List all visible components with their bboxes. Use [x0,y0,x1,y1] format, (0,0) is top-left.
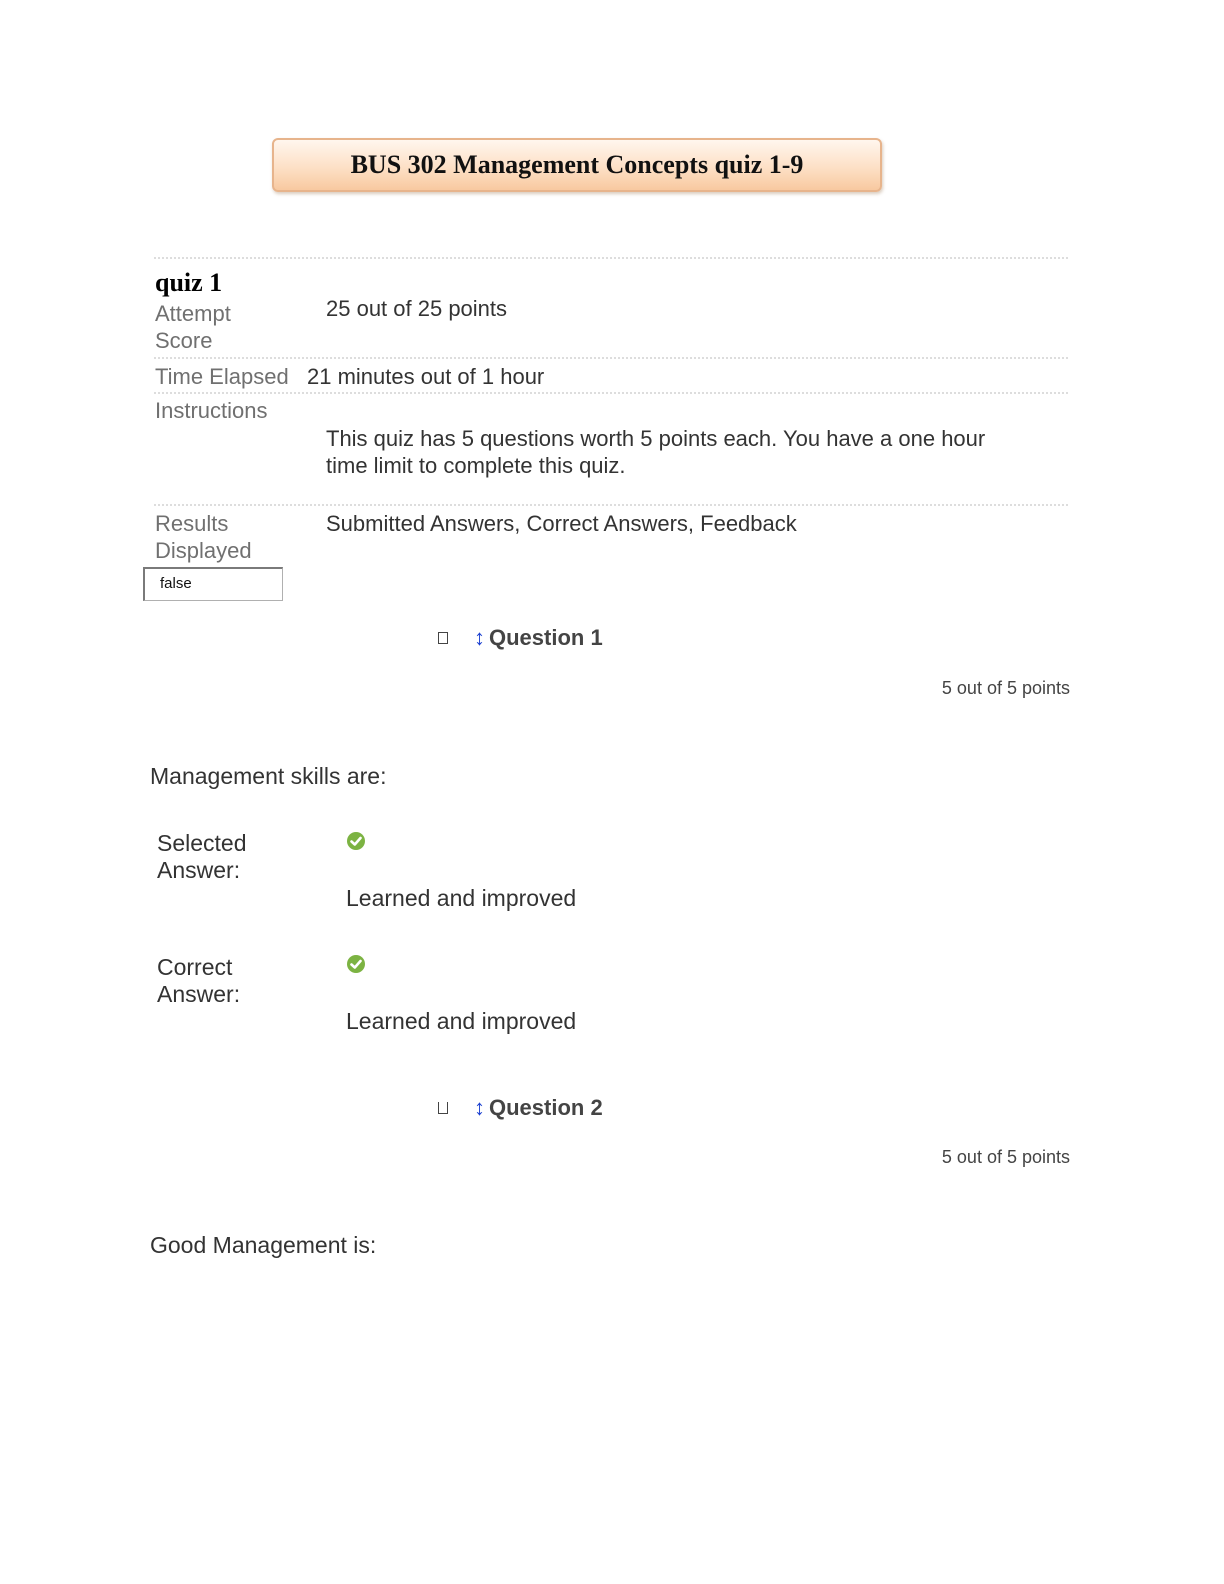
divider [154,504,1068,506]
selected-answer-label: Selected Answer: [157,830,247,883]
checkbox-icon[interactable] [438,632,448,644]
title-banner [272,138,882,192]
question-points: 5 out of 5 points [941,678,1070,698]
instructions-label: Instructions [155,398,268,423]
value-field[interactable]: false [143,567,283,601]
divider [154,392,1068,394]
question-title: Question 2 [489,1095,603,1120]
question-title: Question 1 [489,625,603,650]
divider [154,257,1068,259]
question-text: Management skills are: [150,763,387,789]
question-points: 5 out of 5 points [941,1147,1070,1167]
correct-check-icon [346,954,366,974]
selected-answer-text: Learned and improved [346,885,577,911]
divider [154,357,1068,359]
correct-answer-label: Correct Answer: [157,954,241,1007]
question-text: Good Management is: [150,1232,377,1258]
instructions-text: This quiz has 5 questions worth 5 points each. You have a one hour time limit to complete this quiz. [326,426,986,478]
attempt-score-value: 25 out of 25 points [326,296,508,321]
correct-check-icon [346,831,366,851]
question-1-header[interactable] [438,624,603,652]
reorder-arrows-icon[interactable]: ↕ [474,625,485,650]
checkbox-icon[interactable] [438,1102,448,1114]
question-2-header[interactable] [438,1094,603,1122]
correct-answer-text: Learned and improved [346,1008,577,1034]
attempt-score-label: Attempt Score [155,301,231,353]
time-elapsed-value: 21 minutes out of 1 hour [307,364,545,389]
page-title: BUS 302 Management Concepts quiz 1-9 [350,150,804,179]
time-elapsed-label: Time Elapsed [155,364,289,389]
reorder-arrows-icon[interactable]: ↕ [474,1095,485,1120]
results-displayed-value: Submitted Answers, Correct Answers, Feedback [326,511,797,536]
quiz-title: quiz 1 [155,268,223,297]
results-displayed-label: Results Displayed [155,511,252,563]
